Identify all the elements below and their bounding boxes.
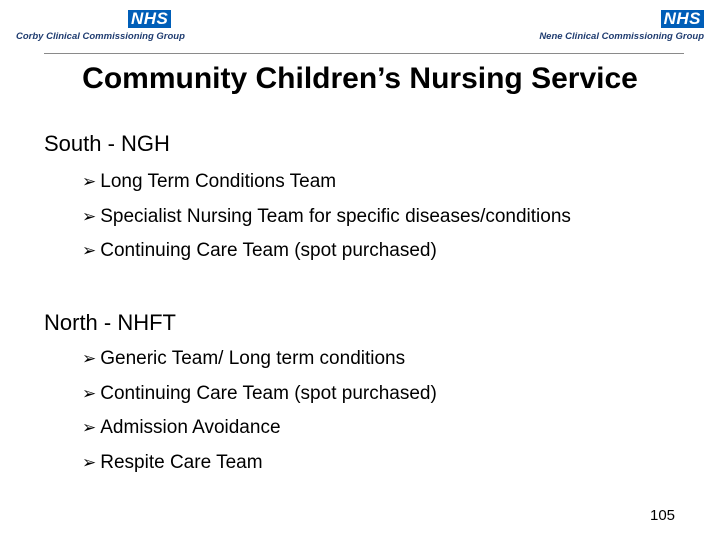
arrow-bullet-icon: ➢ <box>82 241 97 260</box>
corby-ccg-logo <box>16 10 185 42</box>
list-item: ➢ Continuing Care Team (spot purchased) <box>82 382 437 404</box>
corby-ccg-name: Corby Clinical Commissioning Group <box>16 31 185 42</box>
north-list <box>82 347 437 485</box>
section-heading-south: South - NGH <box>44 131 170 156</box>
arrow-bullet-icon: ➢ <box>82 452 97 472</box>
nene-ccg-logo <box>539 10 704 42</box>
arrow-bullet-icon: ➢ <box>82 349 97 368</box>
list-item: ➢ Respite Care Team <box>82 451 263 473</box>
list-item: ➢ Admission Avoidance <box>82 417 281 438</box>
list-item: ➢ Generic Team/ Long term conditions <box>82 348 406 369</box>
list-item: ➢ Continuing Care Team (spot purchased) <box>82 240 437 261</box>
south-list <box>82 170 571 274</box>
nhs-logo-right: NHS <box>661 10 704 28</box>
nhs-logo-left: NHS <box>128 10 171 28</box>
arrow-bullet-icon: ➢ <box>82 383 97 403</box>
page-title: Community Children’s Nursing Service <box>82 62 638 95</box>
arrow-bullet-icon: ➢ <box>82 418 97 437</box>
page-number: 105 <box>650 507 676 524</box>
header-divider <box>44 53 684 54</box>
arrow-bullet-icon: ➢ <box>82 206 97 226</box>
arrow-bullet-icon: ➢ <box>82 172 97 191</box>
nene-ccg-name: Nene Clinical Commissioning Group <box>539 31 704 42</box>
section-heading-north: North - NHFT <box>44 310 176 335</box>
list-item: ➢ Long Term Conditions Team <box>82 171 337 192</box>
list-item: ➢ Specialist Nursing Team for specific diseases/conditions <box>82 205 571 227</box>
